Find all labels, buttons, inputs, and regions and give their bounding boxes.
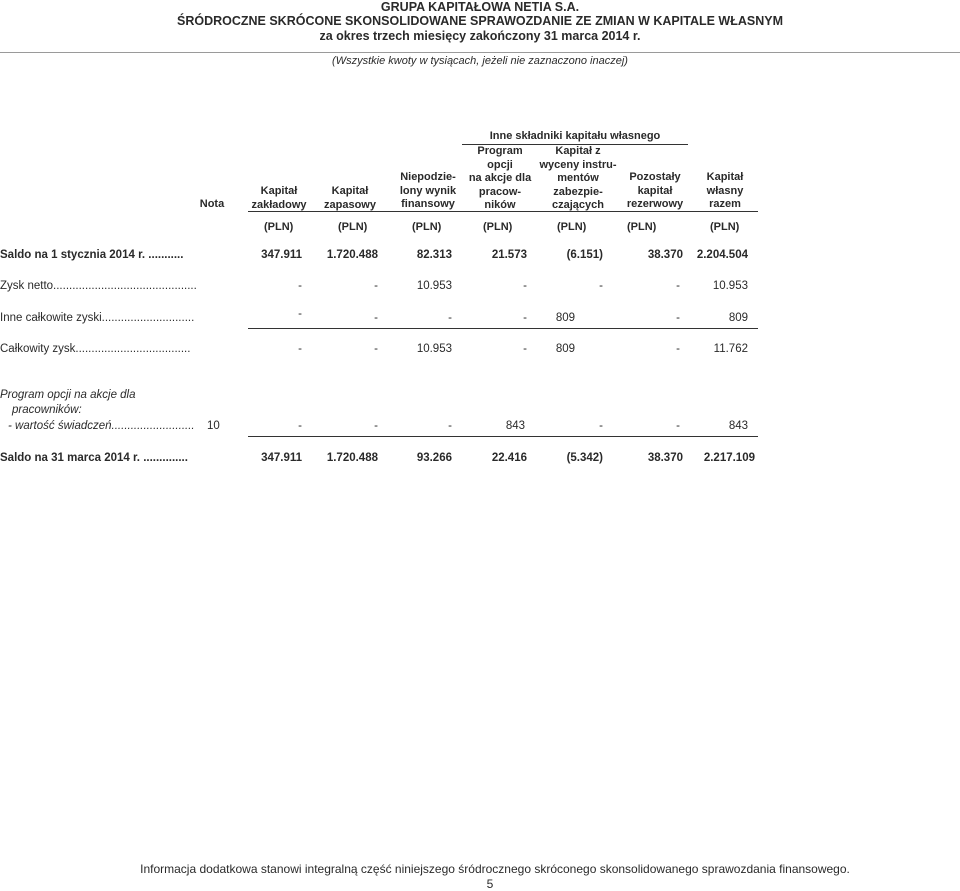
cell-value: 347.911 (261, 452, 302, 464)
cell-value: - (374, 312, 378, 324)
row-label-option-program: Program opcji na akcje dla (0, 389, 136, 401)
col-header-line: opcji (487, 158, 513, 171)
cell-value: 22.416 (491, 452, 527, 464)
cell-value: - (298, 280, 302, 292)
cell-value: - (298, 308, 302, 320)
col-header-supplementary-capital (320, 185, 380, 212)
cell-value: 10.953 (416, 280, 452, 292)
cell-value: - (298, 420, 302, 432)
cell-value: 1.720.488 (326, 452, 378, 464)
cell-value: - (448, 420, 452, 432)
unit-label: (PLN) (483, 221, 513, 233)
unit-label: (PLN) (710, 221, 740, 233)
row-label-net-profit: Zysk netto............................................. (0, 280, 197, 292)
col-header-line: czających (552, 199, 604, 211)
cell-value: - (374, 343, 378, 355)
col-header-line: pracow- (478, 185, 522, 198)
cell-value: 809 (728, 312, 748, 324)
col-header-line: Niepodzie- (400, 171, 456, 183)
cell-value: 809 (555, 312, 575, 324)
col-header-retained-earnings (393, 171, 463, 212)
col-header-line: kapitał (637, 184, 673, 197)
cell-value: 11.762 (713, 343, 748, 355)
subtotal-underline (248, 436, 758, 437)
page-number: 5 (486, 877, 494, 891)
row-label-employees: pracowników: (12, 404, 82, 416)
cell-value: 10.953 (416, 343, 452, 355)
cell-value: - (448, 312, 452, 324)
unit-label: (PLN) (412, 221, 442, 233)
cell-value: (5.342) (566, 452, 603, 464)
col-header-share-capital (248, 185, 310, 212)
col-header-line: rezerwowy (626, 198, 684, 210)
cell-value: 809 (555, 343, 575, 355)
col-header-line: Kapitał z (555, 145, 601, 157)
cell-value: - (523, 343, 527, 355)
cell-value: - (676, 343, 680, 355)
cell-value: 843 (728, 420, 748, 432)
cell-value: - (374, 280, 378, 292)
row-label-opening-balance: Saldo na 1 stycznia 2014 r. ........... (0, 249, 184, 261)
company-name: GRUPA KAPITAŁOWA NETIA S.A. (380, 0, 580, 14)
cell-value: - (298, 343, 302, 355)
cell-value: - (676, 312, 680, 324)
row-label-closing-balance: Saldo na 31 marca 2014 r. .............. (0, 452, 188, 464)
header-divider (0, 52, 960, 53)
col-header-employee-option-program (462, 145, 538, 213)
cell-value: 1.720.488 (326, 249, 378, 261)
cell-value: 2.217.109 (703, 452, 755, 464)
col-header-line: Program (477, 145, 523, 157)
cell-value: 38.370 (647, 452, 683, 464)
unit-label: (PLN) (627, 221, 657, 233)
col-header-line: zakładowy (251, 198, 307, 211)
cell-nota: 10 (207, 420, 220, 432)
col-header-line: lony wynik (399, 184, 457, 197)
cell-value: - (676, 280, 680, 292)
statement-period: za okres trzech miesięcy zakończony 31 marca 2014 r. (319, 29, 641, 43)
amounts-note: (Wszystkie kwoty w tysiącach, jeżeli nie zaznaczono inaczej) (332, 55, 628, 67)
col-header-line: Kapitał (331, 185, 369, 197)
cell-value: - (599, 280, 603, 292)
cell-value: - (676, 420, 680, 432)
col-header-line: finansowy (401, 198, 455, 210)
header-underline (248, 211, 758, 212)
col-header-line: ników (484, 199, 516, 211)
cell-value: 843 (505, 420, 525, 432)
col-header-line: zabezpie- (553, 185, 603, 198)
cell-value: - (523, 312, 527, 324)
cell-value: 10.953 (712, 280, 748, 292)
col-header-hedging-reserve (538, 145, 618, 213)
col-header-line: Kapitał (260, 185, 298, 197)
row-label-benefit-value: - wartość świadczeń.......................... (8, 420, 195, 432)
cell-value: - (599, 420, 603, 432)
statement-title: ŚRÓDROCZNE SKRÓCONE SKONSOLIDOWANE SPRAWOZDANIE ZE ZMIAN W KAPITALE WŁASNYM (176, 14, 784, 28)
row-label-total-comprehensive-income: Całkowity zysk.................................... (0, 343, 191, 355)
col-header-line: własny (706, 184, 744, 197)
cell-value: 21.573 (491, 249, 527, 261)
col-header-other-reserve (618, 171, 692, 212)
subtotal-underline (248, 328, 758, 329)
col-header-total-equity (692, 171, 758, 212)
unit-label: (PLN) (338, 221, 368, 233)
col-header-line: Pozostały (629, 171, 681, 183)
cell-value: 82.313 (416, 249, 452, 261)
col-header-line: wyceny instru- (539, 158, 617, 171)
cell-value: 347.911 (261, 249, 302, 261)
cell-value: - (374, 420, 378, 432)
group-header-other-equity: Inne składniki kapitału własnego (489, 130, 661, 142)
cell-value: 38.370 (647, 249, 683, 261)
cell-value: - (523, 280, 527, 292)
cell-value: 2.204.504 (696, 249, 748, 261)
row-label-other-comprehensive-income: Inne całkowite zyski............................. (0, 312, 195, 324)
unit-label: (PLN) (264, 221, 294, 233)
col-header-line: mentów (557, 172, 599, 184)
cell-value: (6.151) (566, 249, 603, 261)
unit-label: (PLN) (557, 221, 587, 233)
col-header-line: zapasowy (324, 198, 376, 211)
col-header-line: Kapitał (706, 171, 744, 183)
col-header-line: razem (709, 198, 741, 210)
footer-note: Informacja dodatkowa stanowi integralną część niniejszego śródrocznego skróconego skonsolidowanego sprawozdania finansowego. (140, 862, 850, 876)
cell-value: 93.266 (416, 452, 452, 464)
col-header-line: na akcje dla (468, 172, 532, 184)
col-header-nota: Nota (199, 198, 225, 210)
